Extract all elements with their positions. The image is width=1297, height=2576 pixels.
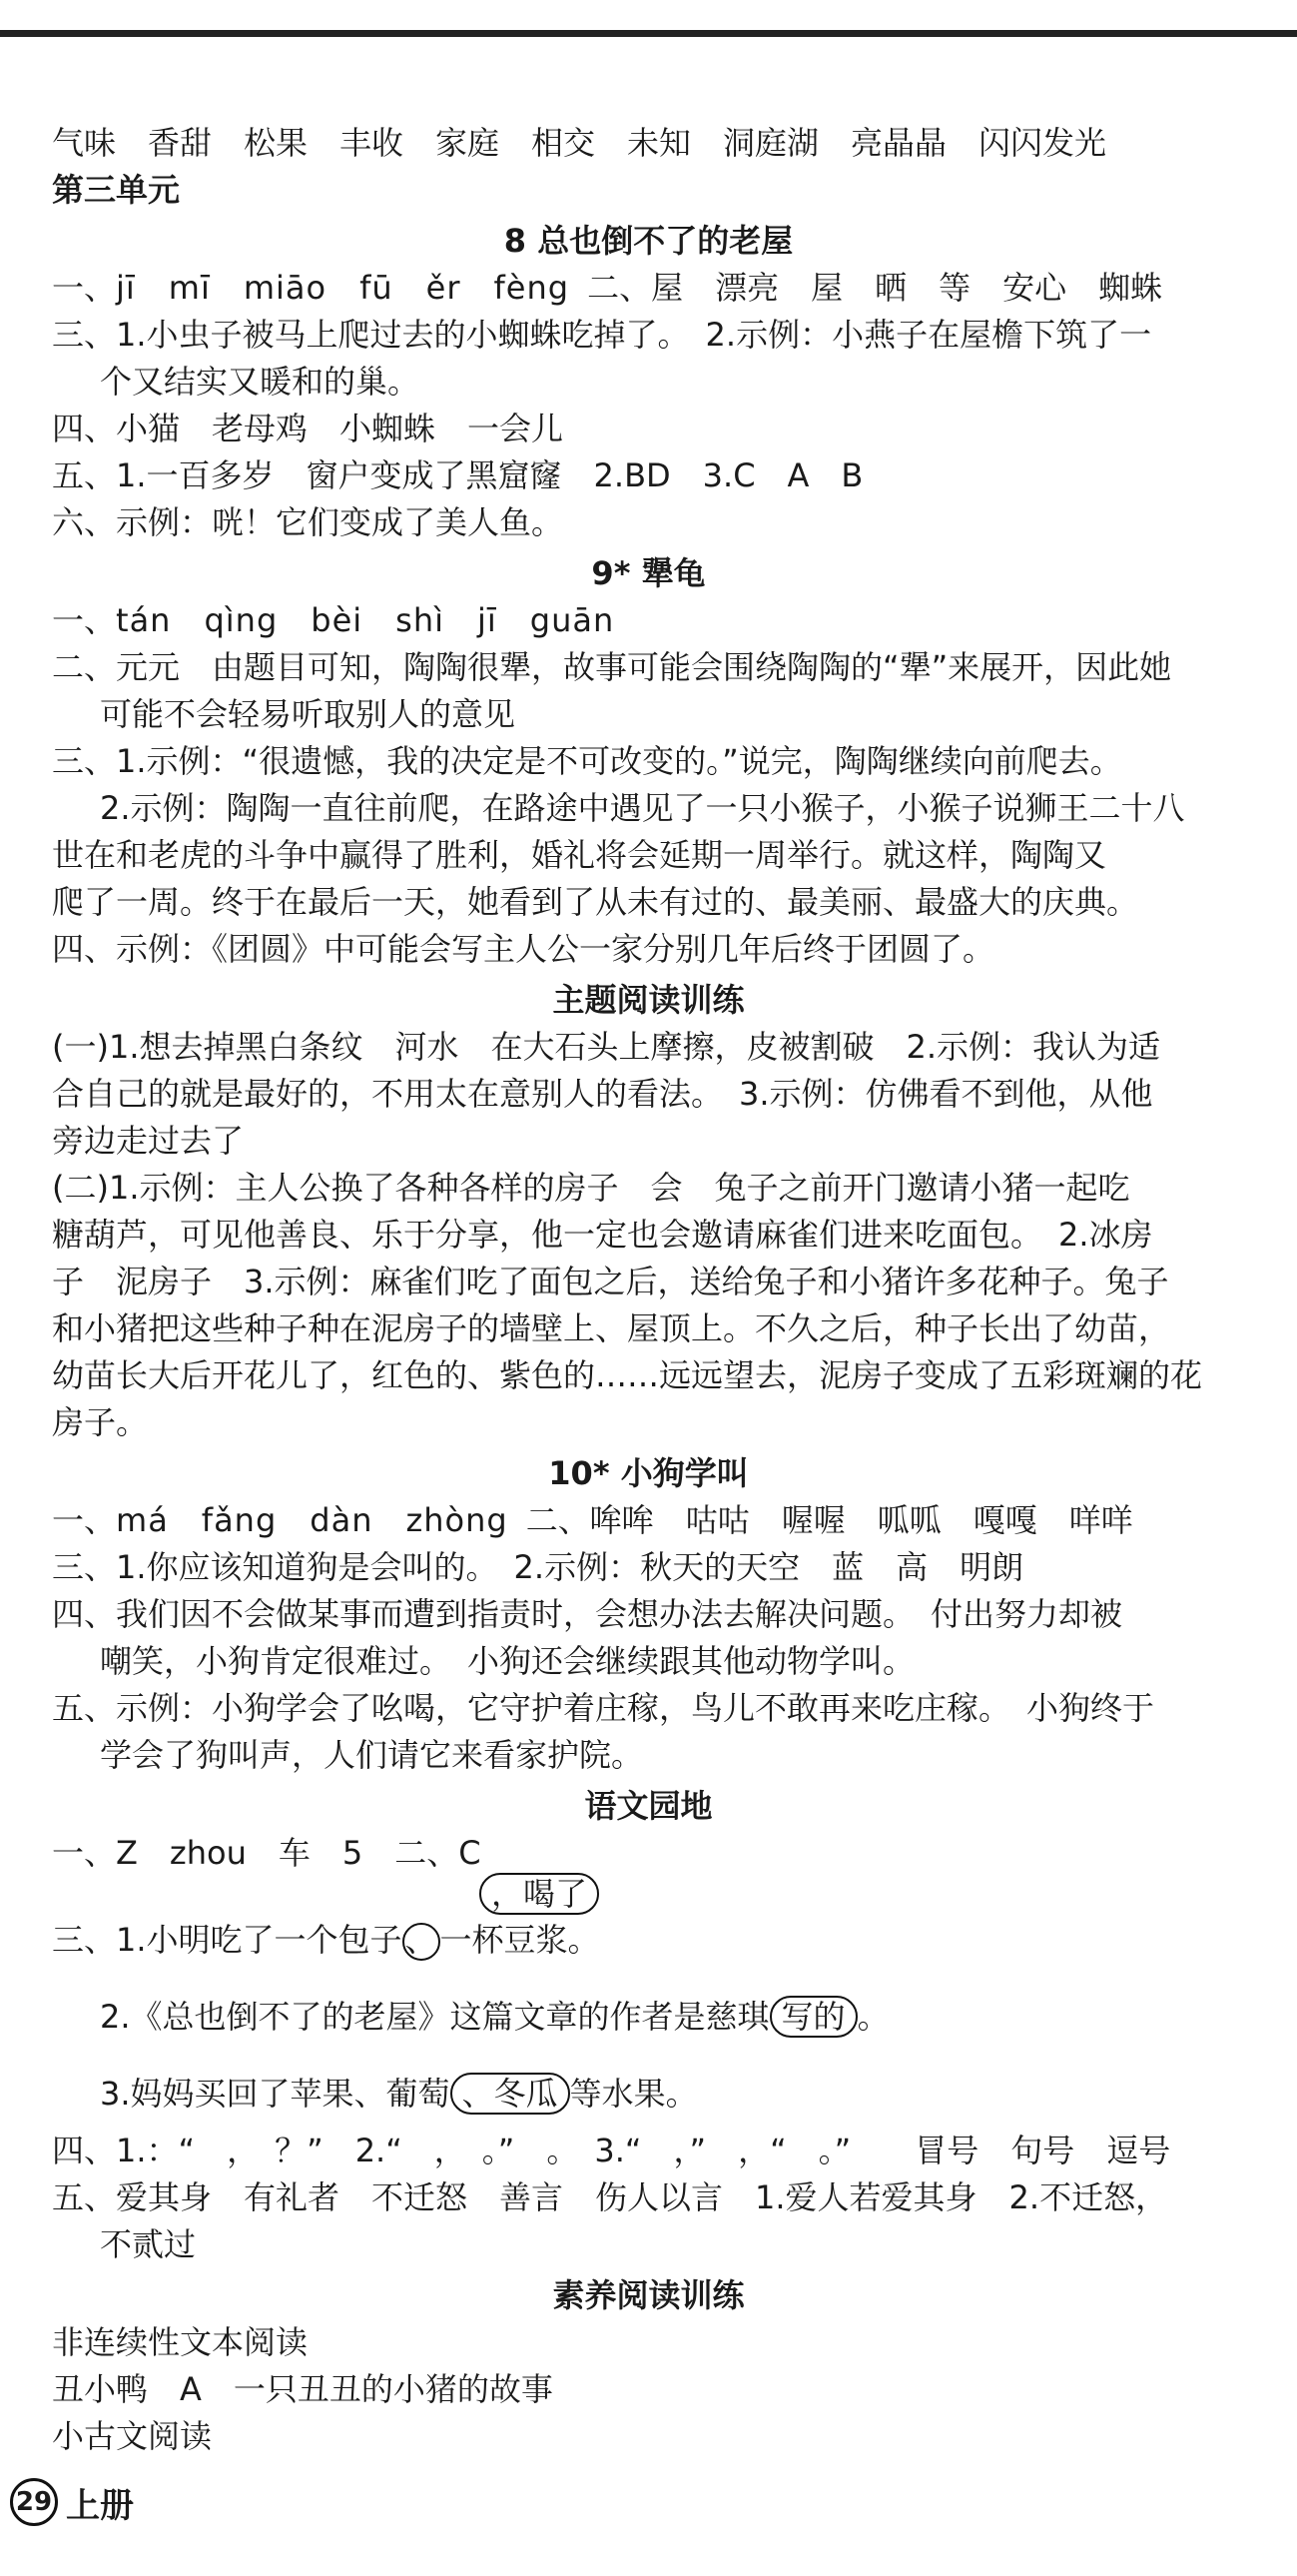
theme-reading-part1-cont: 旁边走过去了 <box>52 1122 245 1160</box>
lesson-10-q4: 四、我们因不会做某事而遭到指责时，会想办法去解决问题。 付出努力却被 <box>52 1595 1123 1633</box>
theme-reading-part2: (二)1.示例：主人公换了各种各样的房子 会 兔子之前开门邀请小猪一起吃 <box>52 1169 1130 1207</box>
literacy-reading-title: 素养阅读训练 <box>552 2276 745 2314</box>
sentence-text: 。 <box>857 1998 890 2036</box>
garden-q4: 四、1.：“ ， ？” 2.“ ， 。” 。 3.“ ，” ，“ 。” 冒号 句号 逗号 <box>52 2132 1171 2169</box>
pinyin-answers: má fǎng dàn zhòng <box>116 1501 508 1539</box>
lesson-9-q1 <box>52 597 1245 644</box>
theme-reading-part2-cont: 和小猪把这些种子种在泥房子的墙壁上、屋顶上。不久之后，种子长出了幼苗， <box>52 1309 1171 1347</box>
lesson-9-q2-cont: 可能不会轻易听取别人的意见 <box>100 695 516 733</box>
correction-mark: 、 <box>402 1923 440 1961</box>
insertion-mark: ，喝了 <box>479 1873 599 1915</box>
garden-q3-2 <box>52 1994 1245 2041</box>
garden-q3-3 <box>52 2071 1245 2118</box>
lesson-9-q4: 四、示例：《团圆》中可能会写主人公一家分别几年后终于团圆了。 <box>52 930 995 968</box>
theme-reading-part2-cont: 房子。 <box>52 1403 149 1441</box>
theme-reading-part2-cont: 子 泥房子 3.示例：麻雀们吃了面包之后，送给兔子和小猪许多花种子。兔子 <box>52 1263 1169 1300</box>
garden-q1: 一、Z zhou 车 5 二、C <box>52 1834 481 1872</box>
lesson-8-title: 8 总也倒不了的老屋 <box>503 222 794 260</box>
volume-label: 上册 <box>66 2485 134 2526</box>
theme-reading-part1: (一)1.想去掉黑白条纹 河水 在大石头上摩擦，皮被割破 2.示例：我认为适 <box>52 1028 1161 1066</box>
sentence-text: 3.妈妈买回了苹果、葡萄 <box>100 2075 450 2113</box>
classical-reading-label: 小古文阅读 <box>52 2417 213 2455</box>
sentence-text: 一杯豆浆。 <box>439 1921 600 1959</box>
pinyin-answers: jī mī miāo fū ěr fèng <box>116 269 570 307</box>
page-number-badge: 29 <box>10 2478 58 2526</box>
theme-reading-part2-cont: 幼苗长大后开花儿了，红色的、紫色的……远远望去，泥房子变成了五彩斑斓的花 <box>52 1356 1203 1394</box>
theme-reading-part2-cont: 糖葫芦，可见他善良、乐于分享，他一定也会邀请麻雀们进来吃面包。 2.冰房 <box>52 1216 1153 1254</box>
lesson-10-q3: 三、1.你应该知道狗是会叫的。 2.示例：秋天的天空 蓝 高 明朗 <box>52 1548 1024 1586</box>
q2-answers: 二、哞哞 咕咕 喔喔 呱呱 嘎嘎 咩咩 <box>525 1501 1133 1539</box>
q-label: 一、 <box>52 1501 117 1539</box>
garden-q5: 五、爱其身 有礼者 不迁怒 善言 伤人以言 1.爱人若爱其身 2.不迁怒， <box>52 2178 1168 2216</box>
lesson-9-q2: 二、元元 由题目可知，陶陶很犟，故事可能会围绕陶陶的“犟”来展开，因此她 <box>52 648 1172 686</box>
lesson-9-q3-2: 2.示例：陶陶一直往前爬，在路途中遇见了一只小猴子，小猴子说狮王二十八 <box>100 789 1185 827</box>
lesson-8-q3: 三、1.小虫子被马上爬过去的小蜘蛛吃掉了。 2.示例：小燕子在屋檐下筑了一 <box>52 316 1152 354</box>
top-rule <box>0 30 1297 37</box>
lesson-8-q1 <box>52 265 1245 312</box>
unit-heading: 第三单元 <box>52 171 181 209</box>
lesson-9-title: 9* 犟龟 <box>591 554 706 592</box>
correction-mark: 、冬瓜 <box>450 2073 570 2115</box>
garden-q3-1 <box>52 1875 1245 1964</box>
lesson-9-q3-2-cont: 爬了一周。终于在最后一天，她看到了从未有过的、最美丽、最盛大的庆典。 <box>52 883 1139 921</box>
correction-mark: 写的 <box>770 1996 858 2038</box>
page-footer <box>10 2472 134 2532</box>
theme-reading-part1-cont: 合自己的就是最好的，不用太在意别人的看法。 3.示例：仿佛看不到他，从他 <box>52 1075 1153 1113</box>
garden-q5-cont: 不贰过 <box>100 2225 197 2263</box>
lesson-9-q3: 三、1.示例：“很遗憾，我的决定是不可改变的。”说完，陶陶继续向前爬去。 <box>52 742 1122 780</box>
sentence-text: 三、1.小明吃了一个包子 <box>52 1921 402 1959</box>
lesson-8-q3-cont: 个又结实又暖和的巢。 <box>100 363 420 401</box>
lesson-8-q4: 四、小猫 老母鸡 小蜘蛛 一会儿 <box>52 410 564 447</box>
lesson-10-q4-cont: 嘲笑，小狗肯定很难过。 小狗还会继续跟其他动物学叫。 <box>100 1642 916 1680</box>
lesson-8-q6: 六、示例：咣！它们变成了美人鱼。 <box>52 503 564 541</box>
noncontinuous-reading-answer: 丑小鸭 A 一只丑丑的小猪的故事 <box>52 2370 553 2408</box>
lesson-10-q5-cont: 学会了狗叫声，人们请它来看家护院。 <box>100 1736 644 1774</box>
q-label: 一、 <box>52 601 117 639</box>
sentence-text: 2.《总也倒不了的老屋》这篇文章的作者是慈琪 <box>100 1998 770 2036</box>
noncontinuous-reading-label: 非连续性文本阅读 <box>52 2323 309 2361</box>
sentence-text: 等水果。 <box>569 2075 698 2113</box>
lesson-10-q5: 五、示例：小狗学会了吆喝，它守护着庄稼，鸟儿不敢再来吃庄稼。 小狗终于 <box>52 1689 1155 1727</box>
q2-answers: 二、屋 漂亮 屋 晒 等 安心 蜘蛛 <box>587 269 1163 307</box>
q-label: 一、 <box>52 269 117 307</box>
lesson-10-q1 <box>52 1497 1245 1544</box>
language-garden-title: 语文园地 <box>584 1787 713 1825</box>
theme-reading-title: 主题阅读训练 <box>552 981 745 1019</box>
vocab-line: 气味 香甜 松果 丰收 家庭 相交 未知 洞庭湖 亮晶晶 闪闪发光 <box>52 124 1107 162</box>
pinyin-answers: tán qìng bèi shì jī guān <box>116 601 615 639</box>
lesson-10-title: 10* 小狗学叫 <box>548 1454 749 1492</box>
lesson-9-q3-2-cont: 世在和老虎的斗争中赢得了胜利，婚礼将会延期一周举行。就这样，陶陶又 <box>52 836 1107 874</box>
answer-page <box>52 120 1245 2460</box>
lesson-8-q5: 五、1.一百多岁 窗户变成了黑窟窿 2.BD 3.C A B <box>52 456 864 494</box>
